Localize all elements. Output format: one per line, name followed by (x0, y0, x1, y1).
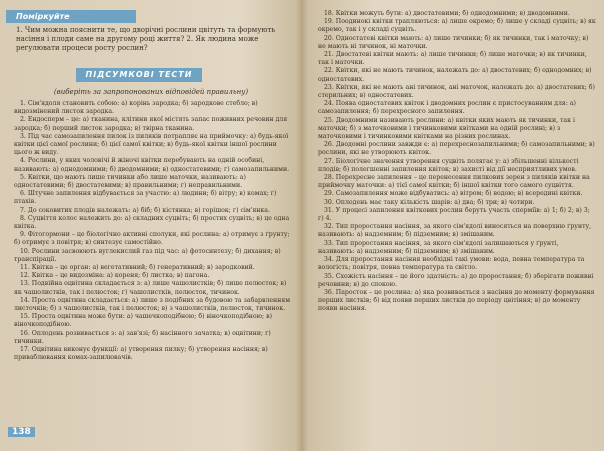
think-header: Поміркуйте (6, 10, 136, 23)
question-item: 2. Ендосперм – це: а) тканина, клітини якої містять запас поживних речовин для зародка; б) перший листок зародка; в) твірна тканина. (14, 116, 288, 132)
left-page (0, 0, 299, 451)
right-question-list (318, 10, 596, 314)
question-item: 32. Тип проростання насіння, за якого сім'ядолі виносяться на поверхню ґрунту, називають: а) надземним; б) підземним; в) змішаним. (318, 223, 592, 239)
right-page (304, 0, 604, 451)
question-item: 29. Самозапилення може відбуватись: а) вітром; б) водою; в) всередині квітки. (324, 190, 583, 198)
question-item: 15. Проста оцвітина може бути: а) чашечкоподібною; б) віночкоподібною; в) віночкоподібною. (14, 313, 272, 329)
question-item: 31. У процесі запилення квіткових рослин беруть участь сперміїв: а) 1; б) 2; в) 3; г) 4. (318, 206, 590, 223)
question-item: 23. Квітки, які не мають ані тичинок, ані маточок, належать до: а) двостатевих; б) стерильних; в) одностатевих. (318, 83, 595, 100)
question-item: 19. Поодинокі квітки трапляються: а) лише окремо; б) лише у складі суцвіть; в) як окремо, так і у складі суцвіть. (318, 18, 596, 34)
question-item: 33. Тип проростання насіння, за якого сім'ядолі залишаються у ґрунті, називають: а) надземним; б) підземним; в) змішаним. (318, 239, 559, 255)
question-item: 3. Під час самозапилення пилок із пиляків потрапляє на приймочку: а) будь-якої квітки цієї самої рослини; б) цієї самої квітки; в) будь-якої квітки іншої рослини цього ж виду. (14, 132, 289, 157)
question-item: 25. Дводомними називають рослини: а) квітки яких мають як тичинки, так і маточки; б) з маточковими і тичинковими квітками на одній рослині; в) з маточковими і тичинковими квітками на різних рослинах. (318, 116, 575, 141)
instruction-text: (виберіть за запропонованих відповідей правильну) (53, 88, 249, 96)
question-item: 12. Квітка – це видозміна: а) кореня; б) листка; в) пагона. (20, 272, 210, 280)
question-item: 34. Для проростання насіння необхідні такі умови: вода, певна температура та вологість; повітря, певна температура та світло. (318, 256, 585, 272)
think-questions: 1. Чим можна пояснити те, що дворічні рослини цвітуть та формують насіння і плоди саме на другому році життя? 2. Як людина може регулювати процеси росту рослин? (16, 26, 276, 52)
question-item: 35. Схожість насіння – це його здатність: а) до проростання; б) зберігати поживні речовини; в) до спокою. (318, 272, 594, 288)
question-item: 5. Квітки, що мають лише тичинки або лише маточки, називають: а) одностатевими; б) двостатевими; в) правильними; г) неправильними. (14, 173, 246, 190)
question-item: 24. Поява одностатевих квіток і дводомних рослин є пристосуванням для: а) самозапилення; б) перехресного запилення. (318, 100, 576, 116)
question-item: 4. Рослини, у яких чоловічі й жіночі квітки перебувають на одній особині, називають: а) однодомними; б) дводомними; в) одностатевими; г) самозапильними. (14, 157, 290, 173)
question-item: 9. Фітогормони – це біологічно активні сполуки, які рослина: а) отримує з ґрунту; б) отримує з повітря; в) синтезує самостійно. (14, 231, 290, 247)
question-item: 30. Оплодень має таку кількість шарів: а) два; б) три; в) чотири. (324, 198, 535, 206)
question-item: 22. Квітки, які не мають тичинок, належать до: а) двостатевих; б) однодомних; в) одностатевих. (318, 67, 592, 83)
question-item: 6. Штучне запилення відбувається за участю: а) людини; б) вітру; в) комах; г) птахів. (14, 190, 277, 206)
question-item: 11. Квітка – це орган: а) вегетативний; б) генеративний; в) зародковий. (20, 264, 255, 272)
question-item: 8. Суцвіття колос належить до: а) складних суцвіть; б) простих суцвіть; в) це одна квітка. (14, 214, 290, 231)
question-item: 10. Рослини засвоюють вуглекислий газ під час: а) фотосинтезу; б) дихання; в) транспірації. (14, 247, 281, 263)
question-item: 7. До соковитих плодів належать: а) біб; б) кістянка; в) горішок; г) сім'янка. (20, 206, 270, 214)
left-question-list (14, 100, 292, 363)
section-title: ПІДСУМКОВІ ТЕСТИ (76, 68, 202, 82)
question-item: 18. Квітки можуть бути: а) двостатевими; б) однодомними; в) дводомними. (324, 10, 570, 17)
question-item: 13. Подвійна оцвітина складається з: а) лише чашолистків; б) лише пелюсток; в) як чашолистків, так і пелюсток; г) чашолистків, пелюсток, тичинок. (14, 280, 287, 296)
question-item: 1. Сім'ядоля становить собою: а) корінь зародка; б) зародкове стебло; в) видозмінений листок зародка. (14, 100, 258, 116)
question-item: 36. Паросток – це рослина: а) яка розвивається з насіння до моменту формування перших листків; б) від появи перших листків до періоду цвітіння; в) до моменту появи насіння. (318, 288, 595, 313)
page-number: 138 (8, 427, 35, 437)
question-item: 16. Оплодень розвивається з: а) зав'язі; б) насінного зачатка; в) оцвітини; г) тичинки. (14, 329, 271, 345)
question-item: 26. Дводомні рослини завжди є: а) перехреснозапильними; б) самозапильними; в) рослини, які не утворюють квіток. (318, 141, 595, 157)
question-item: 17. Оцвітина виконує функції: а) утворення пилку; б) утворення насіння; в) приваблювання комах-запилювачів. (14, 346, 268, 362)
question-item: 21. Двостатеві квітки мають: а) лише тичинки; б) лише маточки; в) як тичинки, так і маточки. (318, 51, 587, 67)
question-item: 28. Перехресне запилення – це перенесення пилкових зерен з пиляків квітки на приймочку маточки: а) тієї самої квітки; б) іншої квітки того самого суцвіття. (318, 174, 590, 190)
question-item: 27. Біологічне значення утворення суцвіть полягає у: а) збільшенні кількості плодів; б) полегшенні запилення квіток; в) захисті від дії несприятливих умов. (318, 157, 579, 173)
question-item: 14. Проста оцвітина складається: а) лише з подібних за будовою та забарвленням листочків; б) з чашолистків, так і пелюсток; в) з чашолистків, пелюсток, тичинок. (14, 296, 291, 313)
question-item: 20. Одностатеві квітки мають: а) лише тичинки; б) як тичинки, так і маточку; в) не мають ні тичинок, ні маточки. (318, 34, 589, 50)
